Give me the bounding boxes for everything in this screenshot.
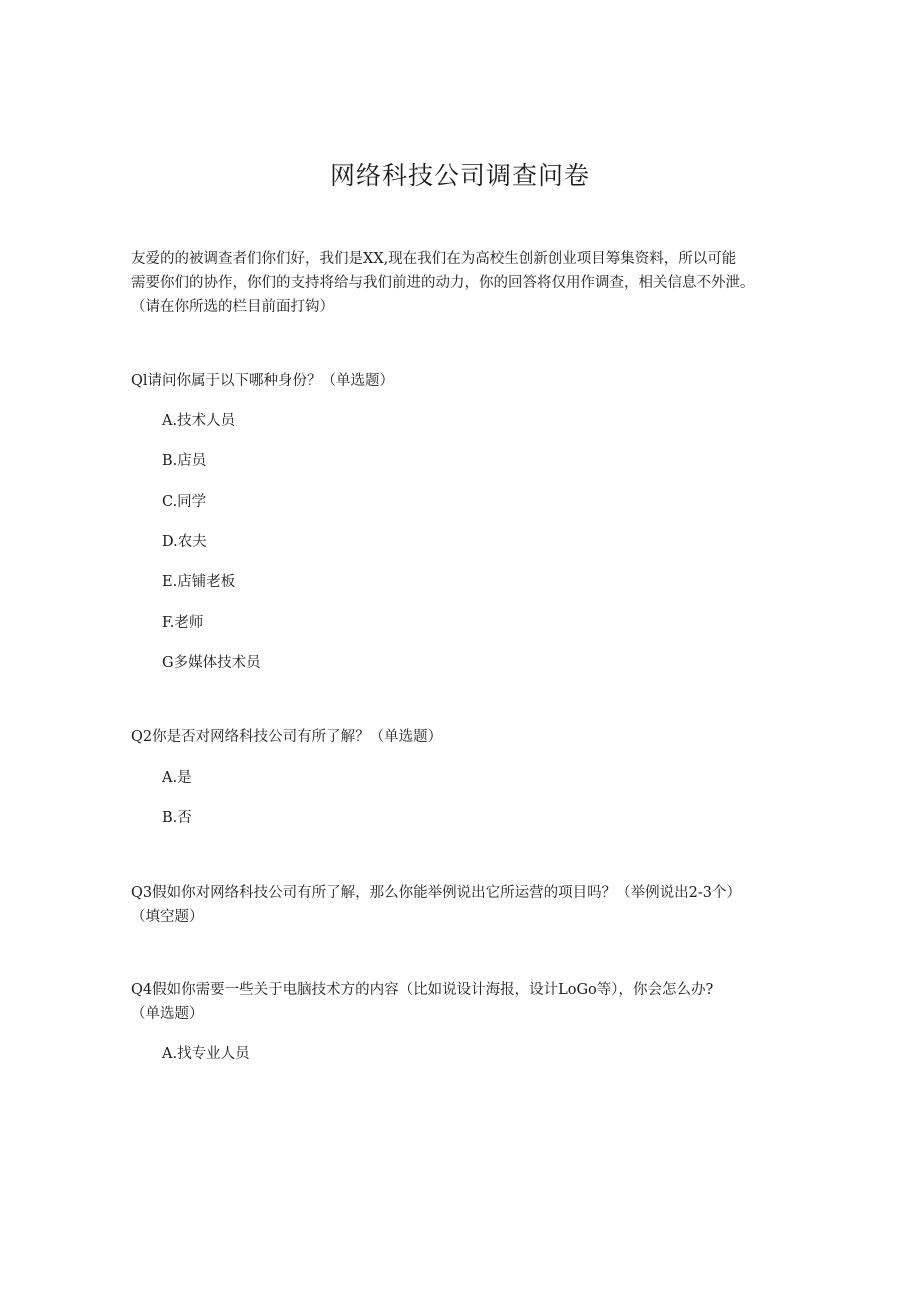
question-text: Q2你是否对网络科技公司有所了解？（单选题） [131, 729, 443, 745]
question-1 [131, 369, 811, 393]
intro-line: 友爱的的被调查者们你们好，我们是XX,现在我们在为高校生创新创业项目筹集资料，所以可能 [131, 251, 737, 267]
page-title: 网络科技公司调查问卷 [329, 161, 590, 190]
question-text: （单选题） [131, 1006, 204, 1022]
q4-option-a[interactable]: A.找专业人员 [162, 1046, 250, 1062]
question-text: （填空题） [131, 909, 204, 925]
intro-paragraph [131, 247, 801, 319]
q1-option-c[interactable]: C.同学 [162, 494, 207, 510]
question-2 [131, 725, 811, 749]
q1-option-f[interactable]: F.老师 [162, 615, 204, 631]
question-text: Ql请问你属于以下哪种身份？（单选题） [131, 373, 395, 389]
intro-line: （请在你所选的栏目前面打钩） [131, 299, 334, 315]
question-4 [131, 978, 811, 1026]
q1-option-e[interactable]: E.店铺老板 [162, 574, 236, 590]
question-text: Q4假如你需要一些关于电脑技术方的内容（比如说设计海报，设计LoGo等），你会怎么办? [131, 982, 714, 998]
q1-option-b[interactable]: B.店员 [162, 453, 207, 469]
q2-option-b[interactable]: B.否 [162, 810, 192, 826]
q1-option-d[interactable]: D.农夫 [162, 534, 207, 550]
q1-option-a[interactable]: A.技术人员 [162, 413, 236, 429]
q2-option-a[interactable]: A.是 [162, 770, 192, 786]
q1-option-g[interactable]: G多媒体技术员 [162, 655, 261, 671]
question-text: Q3假如你对网络科技公司有所了解，那么你能举例说出它所运营的项目吗？（举例说出2-3个） [131, 885, 741, 901]
intro-line: 需要你们的协作，你们的支持将给与我们前进的动力，你的回答将仅用作调查，相关信息不外泄。 [131, 275, 755, 291]
question-3 [131, 881, 811, 929]
